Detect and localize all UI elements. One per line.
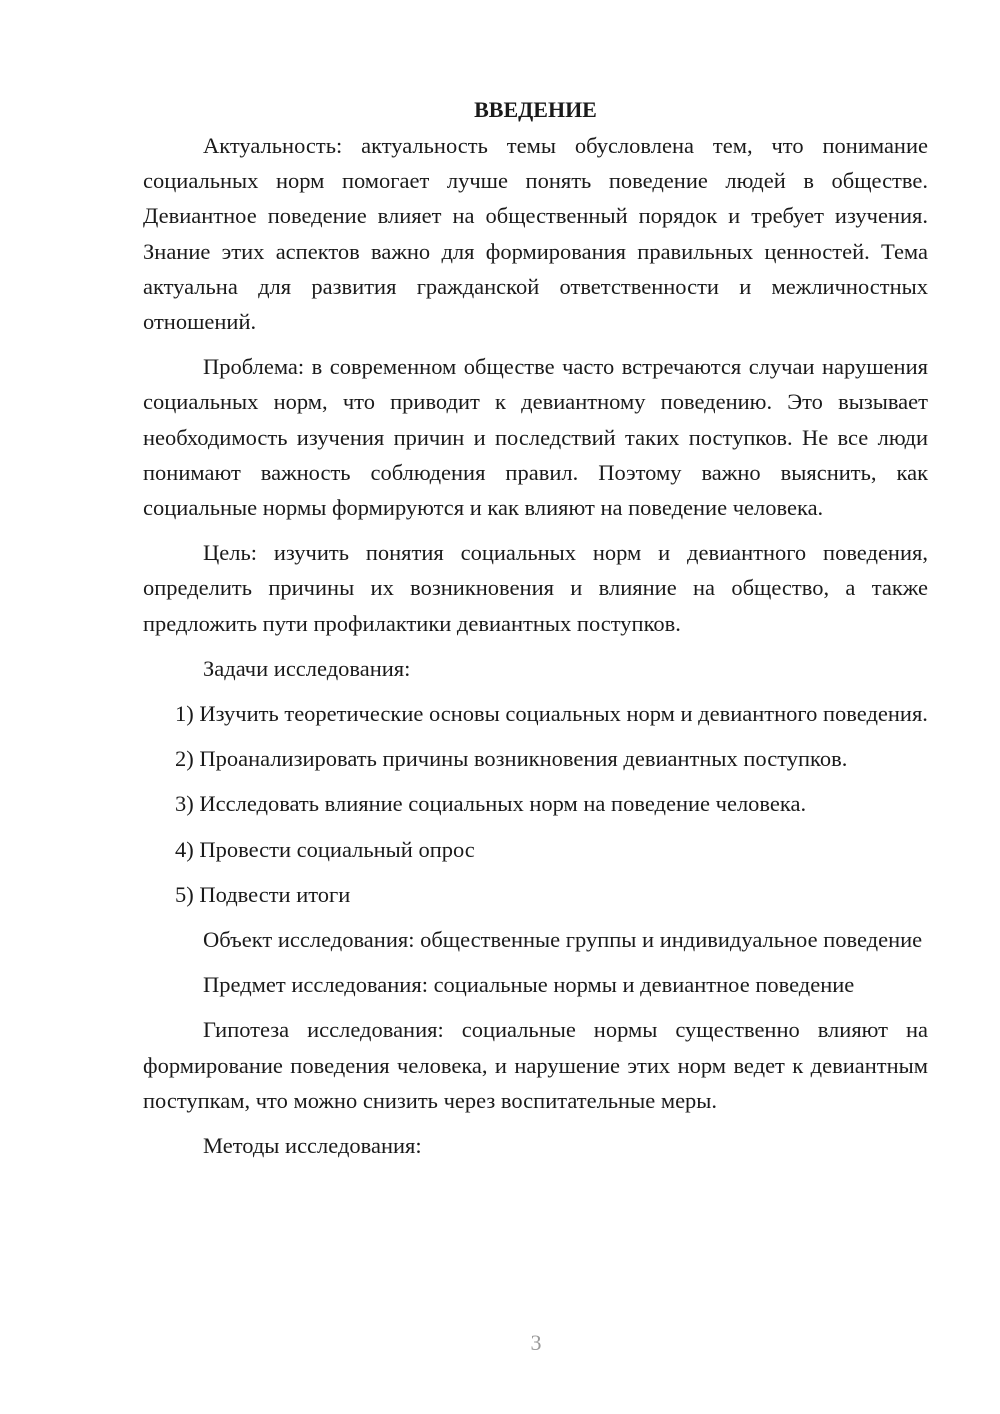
document-page: [143, 92, 928, 1173]
task-item-1: 1) Изучить теоретические основы социальных норм и девиантного поведения.: [175, 701, 928, 727]
page-title: ВВЕДЕНИЕ: [474, 97, 597, 122]
tasks-heading: Задачи исследования:: [203, 655, 411, 681]
relevance-paragraph: Актуальность: актуальность темы обусловлена тем, что понимание социальных норм помогает лучше понять поведение людей в обществе. Девиантное поведение влияет на общественный порядок и требует изучения. Знание этих аспектов важно для формирования правильных ценностей. Тема актуальна для развития гражданской ответственности и межличностных отношений.: [143, 133, 928, 335]
task-item-2: 2) Проанализировать причины возникновения девиантных поступков.: [175, 746, 848, 772]
hypothesis-paragraph: Гипотеза исследования: социальные нормы существенно влияют на формирование поведения человека, и нарушение этих норм ведет к девиантным поступкам, что можно снизить через воспитательные меры.: [143, 1017, 928, 1113]
problem-paragraph: Проблема: в современном обществе часто встречаются случаи нарушения социальных норм, что приводит к девиантному поведению. Это вызывает необходимость изучения причин и последствий таких поступков. Не все люди понимают важность соблюдения правил. Поэтому важно выяснить, как социальные нормы формируются и как влияют на поведение человека.: [143, 354, 928, 521]
goal-paragraph: Цель: изучить понятия социальных норм и девиантного поведения, определить причины их возникновения и влияние на общество, а также предложить пути профилактики девиантных поступков.: [143, 540, 928, 636]
subject-paragraph: Предмет исследования: социальные нормы и девиантное поведение: [203, 972, 855, 998]
task-item-4: 4) Провести социальный опрос: [175, 836, 475, 862]
methods-heading: Методы исследования:: [203, 1133, 422, 1159]
task-item-3: 3) Исследовать влияние социальных норм на поведение человека.: [175, 791, 807, 817]
object-paragraph: Объект исследования: общественные группы и индивидуальное поведение: [203, 927, 923, 953]
page-number: 3: [530, 1330, 542, 1355]
task-item-5: 5) Подвести итоги: [175, 881, 351, 907]
